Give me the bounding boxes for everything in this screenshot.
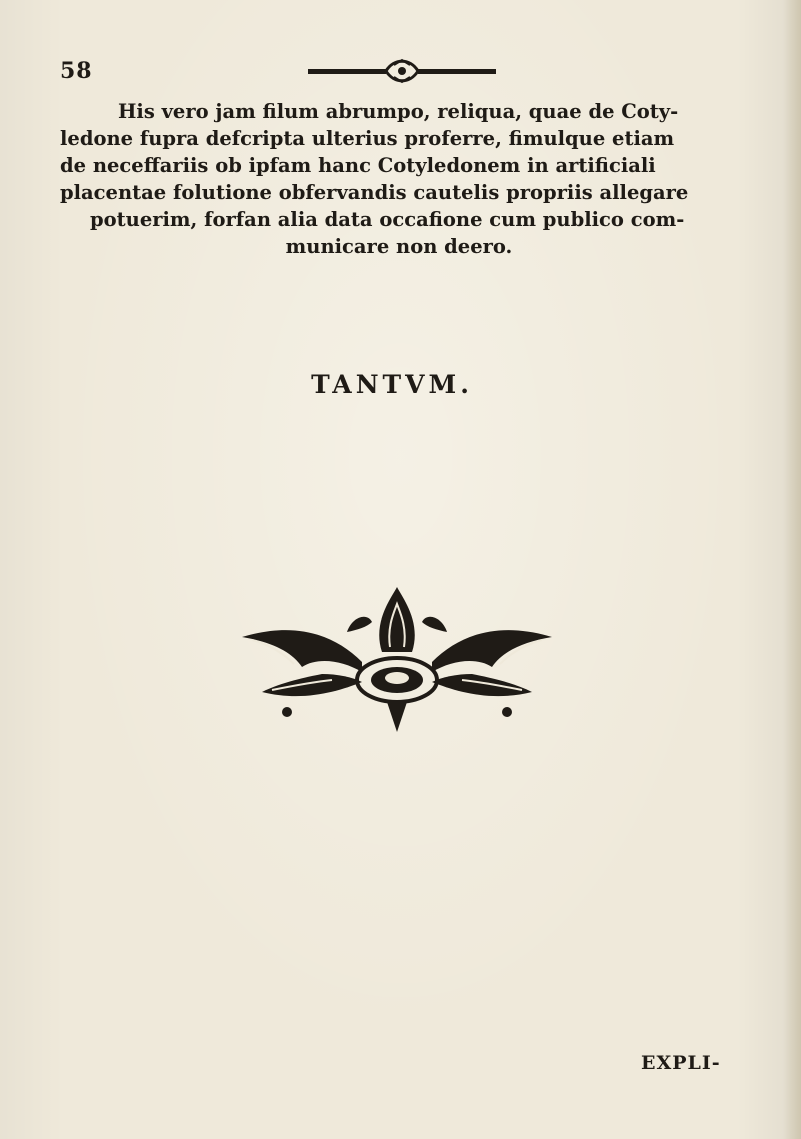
finis-heading: TANTVM. [311, 370, 473, 399]
paragraph-line: placentae folutione obfervandis cautelis propriis allegare [60, 181, 689, 204]
page-number: 58 [60, 58, 93, 84]
paragraph-line: potuerim, forfan alia data occafione cum publico com- [90, 208, 685, 231]
page-edge-shadow [783, 0, 801, 1139]
paragraph-line: municare non deero. [285, 235, 513, 258]
body-paragraph [60, 98, 760, 260]
paragraph-line: de neceffariis ob ipfam hanc Cotyledonem in artificiali [60, 154, 656, 177]
paragraph-line: His vero jam filum abrumpo, reliqua, quae de Coty- [118, 100, 679, 123]
floral-tailpiece-ornament-icon [222, 582, 572, 742]
paragraph-line: ledone fupra defcripta ulterius proferre, fimulque etiam [60, 127, 675, 150]
head-ornament-icon [302, 56, 502, 86]
catchword: EXPLI- [641, 1052, 721, 1074]
